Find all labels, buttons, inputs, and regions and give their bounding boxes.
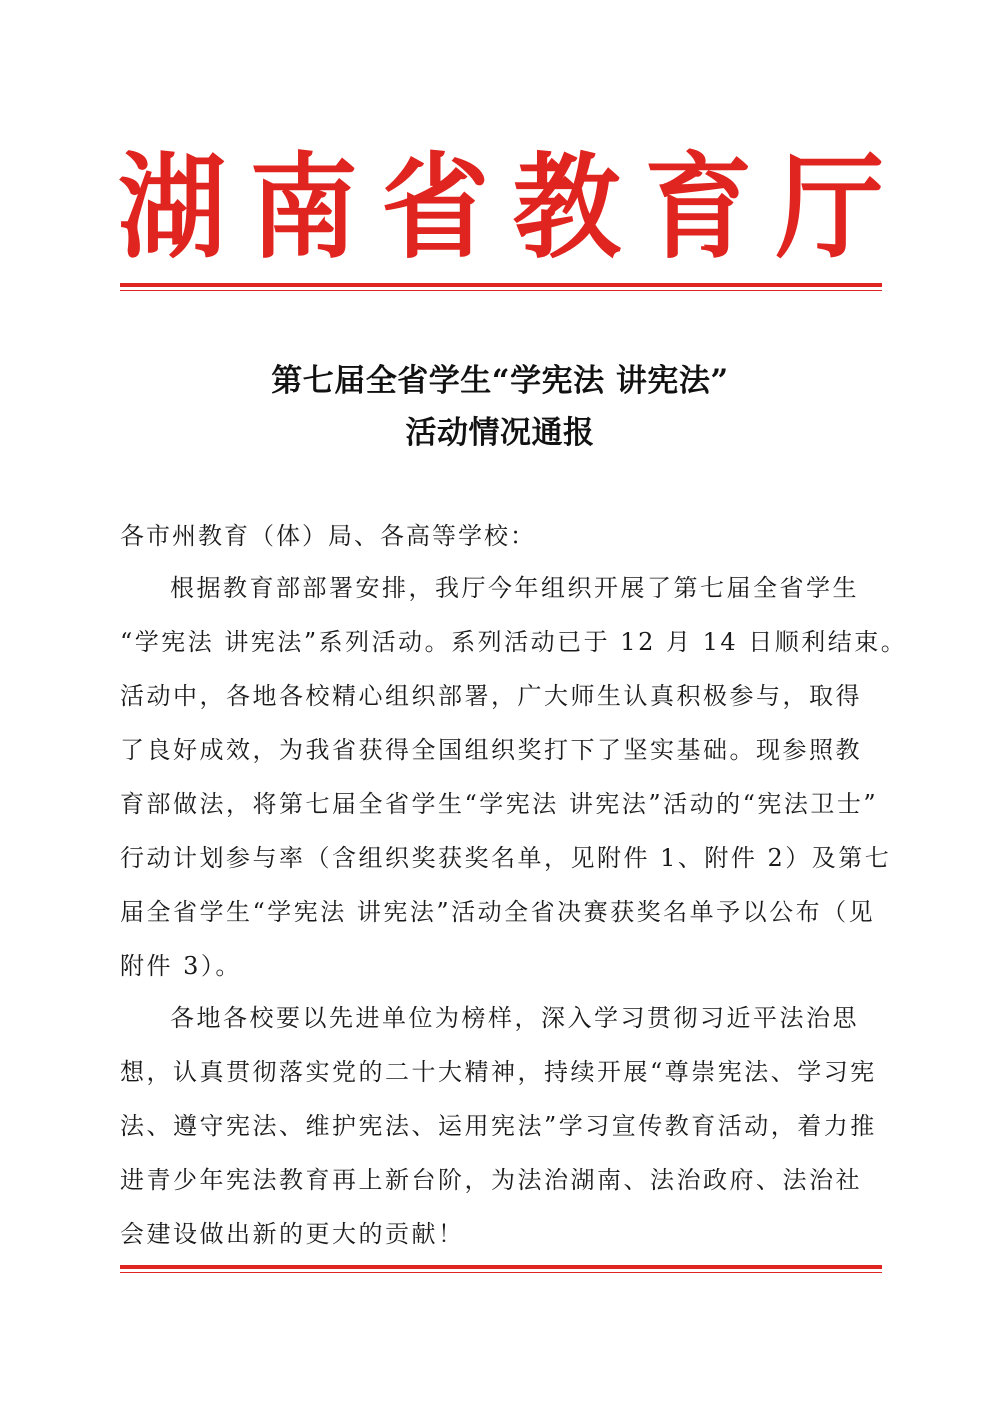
header-char: 湖 <box>118 141 227 275</box>
salutation: 各市州教育（体）局、各高等学校： <box>120 522 536 550</box>
paragraph-1-line: “学宪法 讲宪法”系列活动。系列活动已于 12 月 14 日顺利结束。 <box>120 628 908 656</box>
paragraph-1-line: 行动计划参与率（含组织奖获奖名单，见附件 1、附件 2）及第七 <box>120 844 892 872</box>
footer-divider <box>120 1265 882 1273</box>
header-char: 厅 <box>775 141 884 275</box>
paragraph-2-line: 想，认真贯彻落实党的二十大精神，持续开展“尊崇宪法、学习宪 <box>120 1058 877 1086</box>
divider-thin-line <box>120 290 882 291</box>
paragraph-2-line: 会建设做出新的更大的贡献！ <box>120 1220 465 1248</box>
paragraph-1-line: 育部做法，将第七届全省学生“学宪法 讲宪法”活动的“宪法卫士” <box>120 790 879 818</box>
divider-thin-line <box>120 1272 882 1273</box>
paragraph-2-line: 进青少年宪法教育再上新台阶，为法治湖南、法治政府、法治社 <box>120 1166 862 1194</box>
header-char: 教 <box>512 141 621 275</box>
paragraph-1-line: 了良好成效，为我省获得全国组织奖打下了坚实基础。现参照教 <box>120 736 862 764</box>
header-char: 南 <box>249 141 358 275</box>
document-title-line-1: 第七届全省学生“学宪法 讲宪法” <box>271 363 729 399</box>
header-char: 省 <box>381 141 490 275</box>
header-divider <box>120 283 882 291</box>
issuing-authority-header <box>118 141 884 275</box>
paragraph-1-line: 届全省学生“学宪法 讲宪法”活动全省决赛获奖名单予以公布（见 <box>120 898 876 926</box>
header-char: 育 <box>644 141 753 275</box>
document-title-line-2: 活动情况通报 <box>405 415 595 451</box>
paragraph-2-line: 各地各校要以先进单位为榜样，深入学习贯彻习近平法治思 <box>170 1004 859 1032</box>
paragraph-1-line: 活动中，各地各校精心组织部署，广大师生认真积极参与，取得 <box>120 682 862 710</box>
paragraph-2-line: 法、遵守宪法、维护宪法、运用宪法”学习宣传教育活动，着力推 <box>120 1112 877 1140</box>
paragraph-1-line: 附件 3）。 <box>120 952 242 980</box>
paragraph-1-line: 根据教育部部署安排，我厅今年组织开展了第七届全省学生 <box>170 574 859 602</box>
